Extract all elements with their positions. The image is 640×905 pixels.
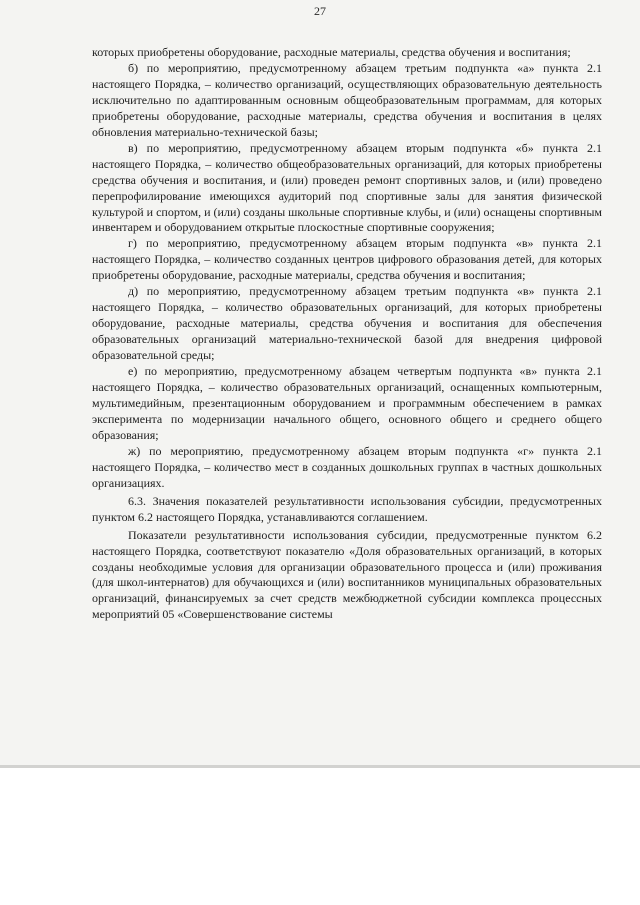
paragraph-item-zh: ж) по мероприятию, предусмотренному абзацем вторым подпункта «г» пункта 2.1 настоящего Порядка, – количество мест в созданных дошкольных группах в частных дошкольных организациях. [92, 443, 602, 490]
paragraph-item-g: г) по мероприятию, предусмотренному абзацем вторым подпункта «в» пункта 2.1 настоящего Порядка, – количество созданных центров цифрового образования детей, для которых приобретены оборудование, расходные материалы, средства обучения и воспитания; [92, 236, 602, 283]
document-body [92, 45, 602, 623]
paragraph-indicators: Показатели результативности использования субсидии, предусмотренные пунктом 6.2 настоящего Порядка, соответствуют показателю «Доля образовательных организаций, в которых созданы необходимые условия для организации образовательного процесса и (или) проживания (для школ-интернатов) для обучающихся и (или) воспитанников муниципальных образовательных организаций, финансируемых за счет средств межбюджетной субсидии комплекса процессных мероприятий 05 «Совершенствование системы [92, 527, 602, 622]
paragraph-item-b: б) по мероприятию, предусмотренному абзацем третьим подпункта «а» пункта 2.1 настоящего Порядка, – количество организаций, осуществляющих образовательную деятельность исключительно по адаптированным основным общеобразовательным программам, для которых приобретены оборудование, расходные материалы, средства обучения и воспитания в целях обновления материально-технической базы; [92, 60, 602, 139]
page-bottom-edge [0, 765, 640, 768]
paragraph-item-v: в) по мероприятию, предусмотренному абзацем вторым подпункта «б» пункта 2.1 настоящего Порядка, – количество общеобразовательных организаций, для которых приобретены средства обучения и воспитания, и (или) проведен ремонт спортивных залов, и (или) проведено перепрофилирование имеющихся аудиторий под спортивные залы для занятия физической культурой и спортом, и (или) созданы школьные спортивные клубы, и (или) оснащены спортивным инвентарем и оборудованием открытые плоскостные спортивные сооружения; [92, 140, 602, 235]
paragraph-item-e: е) по мероприятию, предусмотренному абзацем четвертым подпункта «в» пункта 2.1 настоящего Порядка, – количество образовательных организаций, оснащенных компьютерным, мультимедийным, презентационным оборудованием и программным обеспечением в рамках эксперимента по модернизации начального общего, основного общего и среднего общего образования; [92, 364, 602, 442]
paragraph-6-3: 6.3. Значения показателей результативности использования субсидии, предусмотренных пунктом 6.2 настоящего Порядка, устанавливаются соглашением. [92, 493, 602, 524]
paragraph-continuation: которых приобретены оборудование, расходные материалы, средства обучения и воспитания; [92, 45, 571, 59]
page-number: 27 [314, 4, 326, 18]
paragraph-item-d: д) по мероприятию, предусмотренному абзацем третьим подпункта «в» пункта 2.1 настоящего Порядка, – количество образовательных организаций, для которых приобретены оборудование, расходные материалы, средства обучения и воспитания для обеспечения образовательных организаций материально-технической базой для внедрения цифровой образовательной среды; [92, 284, 602, 363]
